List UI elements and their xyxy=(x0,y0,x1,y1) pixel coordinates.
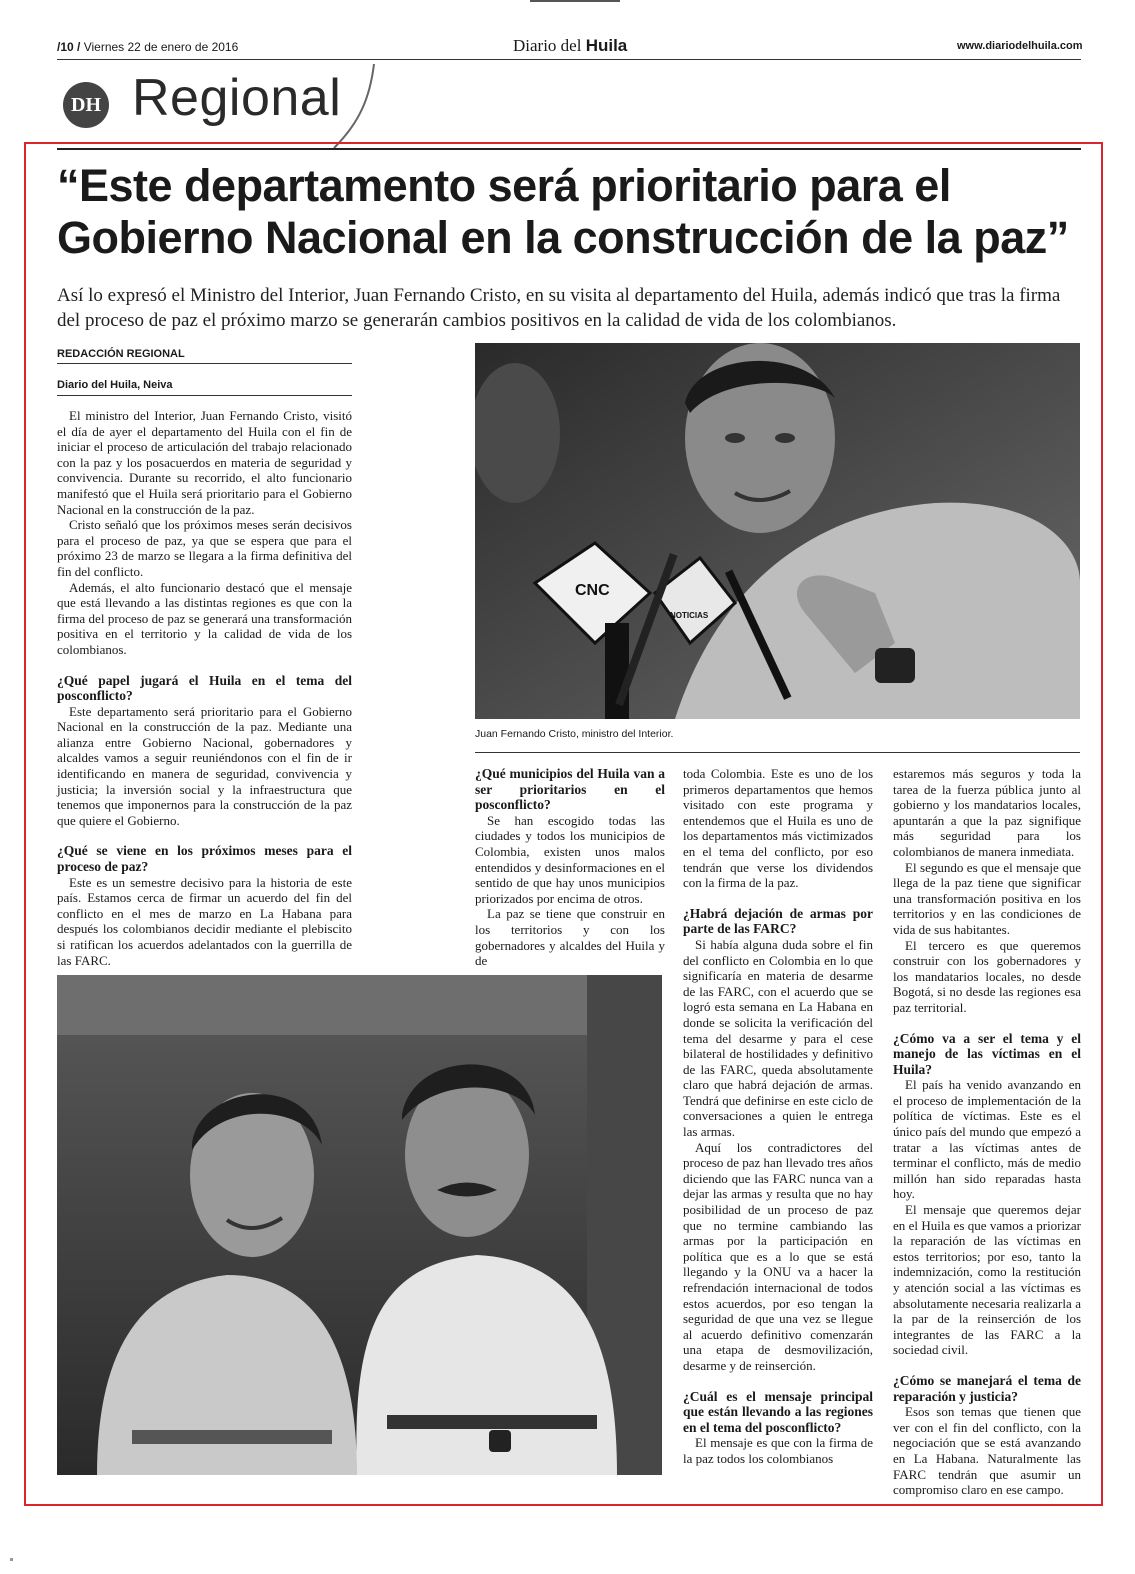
swoosh-decoration xyxy=(330,62,380,152)
question-heading: ¿Qué se viene en los próximos meses para el proceso de paz? xyxy=(57,843,352,875)
page-date xyxy=(57,40,238,54)
paragraph: estaremos más seguros y toda la tarea de la fuerza pública junto al gobierno y los mandatarios locales, apuntarán a que la paz signifique más seguridad para los colombianos de manera inmediata. xyxy=(893,766,1081,859)
header-rule xyxy=(57,59,1081,60)
paragraph: El ministro del Interior, Juan Fernando Cristo, visitó el día de ayer el departamento del Huila con el fin de iniciar el proceso de articulación del trabajo relacionado con la paz y los posacuerdos en materia de seguridad y convivencia. Durante su recorrido, el alto funcionario manifestó que el Huila será prioritario para el Gobierno Nacional en la construcción de la paz. xyxy=(57,408,352,517)
paragraph: Cristo señaló que los próximos meses serán decisivos para el proceso de paz, ya que se espera que para el próximo 23 de marzo se llegara a la firma definitiva del fin del conflicto. xyxy=(57,517,352,579)
paper-name-prefix: Diario del xyxy=(513,36,582,55)
paragraph: El segundo es que el mensaje que llega de la paz tiene que significar una transformación positiva en los territorios y en las condiciones de vida de sus habitantes. xyxy=(893,859,1081,937)
dateline: Diario del Huila, Neiva xyxy=(57,379,173,391)
article-column-1 xyxy=(57,408,352,968)
byline: REDACCIÓN REGIONAL xyxy=(57,348,185,360)
paragraph: Este es un semestre decisivo para la historia de este país. Estamos cerca de firmar un acuerdo del fin del conflicto en el mes de marzo en La Habana para después los colombianos decidir mediante el plebiscito si ratifican los acuerdos adelantados con la guerrilla de las FARC. xyxy=(57,874,352,968)
mic-label-text: NOTICIAS xyxy=(670,611,709,620)
minister-speaking-photo xyxy=(475,343,1080,719)
caption-rule xyxy=(475,752,1080,753)
mic-logo-text: CNC xyxy=(575,582,610,599)
paragraph: El mensaje es que con la firma de la paz todos los colombianos xyxy=(683,1435,873,1466)
page-number: /10 / xyxy=(57,40,81,54)
article-column-3 xyxy=(683,766,873,1467)
paper-name xyxy=(513,36,627,56)
question-heading: ¿Qué municipios del Huila van a ser prioritarios en el posconflicto? xyxy=(475,766,665,813)
paragraph: El país ha venido avanzando en el proceso de implementación de la política de víctimas. Este es el único país del mundo que empezó a tratar a las víctimas antes de terminar el conflicto, más de medio millón han sido reparadas hasta hoy. xyxy=(893,1077,1081,1202)
paragraph: El tercero es que queremos construir con los gobernadores y los mandatarios locales, no desde Bogotá, si no desde las regiones esa paz territorial. xyxy=(893,937,1081,1015)
paragraph: Esos son temas que tienen que ver con el fin del conflicto, con la negociación que se está avanzando en La Habana. Naturalmente las FARC tendrán que asumir un compromiso claro en ese campo. xyxy=(893,1404,1081,1498)
byline-rule xyxy=(57,363,352,364)
paragraph: toda Colombia. Este es uno de los primeros departamentos que hemos visitado con este programa y entendemos que el Huila es uno de los departamentos más victimizados en el tema del conflicto, por eso tendrán que verse los dividendos con la firma de la paz. xyxy=(683,766,873,891)
top-edge-line xyxy=(530,0,620,2)
paper-name-bold: Huila xyxy=(585,36,628,55)
issue-date: Viernes 22 de enero de 2016 xyxy=(83,40,239,54)
paragraph: Se han escogido todas las ciudades y todos los municipios de Colombia, existen unos malos entendidos y desinformaciones en el sentido de que hay unos municipios priorizados por encima de otros. xyxy=(475,812,665,906)
paragraph: Aquí los contradictores del proceso de paz han llevado tres años diciendo que las FARC nunca van a dejar las armas y resulta que no hay posibilidad de un proceso de paz que no termine cambiando las armas por la participación en política que es a lo que se está llegando y la ONU va a hacer la refrendación internacional de todos estos acuerdos, por eso tengan la seguridad de que una vez se llegue al acuerdo definitivo comenzarán una etapa de desmovilización, desarme y de reinserción. xyxy=(683,1139,873,1373)
dateline-rule xyxy=(57,395,352,396)
question-heading: ¿Habrá dejación de armas por parte de las FARC? xyxy=(683,905,873,937)
paragraph: Este departamento será prioritario para el Gobierno Nacional en la construcción de la paz. Mediante una alianza entre Gobierno Nacional, gobernadores y alcaldes vamos a seguir reuniéndonos con el fin de ir identificando en manera de seguridad, convivencia y justicia; la inversión social y la infraestructura que tenemos que imponernos para la construcción de la paz que quiere el Gobierno. xyxy=(57,703,352,828)
dh-logo: DH xyxy=(63,82,109,128)
question-heading: ¿Cómo se manejará el tema de reparación y justicia? xyxy=(893,1372,1081,1404)
website-url: www.diariodelhuila.com xyxy=(957,40,1083,52)
paragraph: El mensaje que queremos dejar en el Huila es que vamos a priorizar la reparación de las víctimas en estos territorios; por eso, tanto la indemnización, como la restitución y atención social a las víctimas es absolutamente necesaria realizarla a la par de la reinserción de los integrantes de las FARC a la sociedad civil. xyxy=(893,1202,1081,1358)
headline: “Este departamento será prioritario para el Gobierno Nacional en la construcción de la paz” xyxy=(57,160,1069,263)
article-dek: Así lo expresó el Ministro del Interior, Juan Fernando Cristo, en su visita al departamento del Huila, además indicó que tras la firma del proceso de paz el próximo marzo se generarán cambios positivos en la calidad de vida de los colombianos. xyxy=(57,285,1061,331)
two-men-photo-illustration xyxy=(57,975,662,1475)
paragraph: Si había alguna duda sobre el fin del conflicto en Colombia en lo que significaría en materia de desarme de las FARC, con el acuerdo que se logró esta semana en La Habana en donde se solicita la verificación del tema del desarme y para el cese bilateral de hostilidades y definitivo de las FARC, queda absolutamente claro que habrá dejación de armas. Tendrá que definirse en este ciclo de conversaciones a quien le entrega las armas. xyxy=(683,936,873,1140)
photo-caption: Juan Fernando Cristo, ministro del Interior. xyxy=(475,728,674,740)
paragraph: La paz se tiene que construir en los territorios y con los gobernadores y alcaldes del Huila y de xyxy=(475,906,665,969)
article-column-4 xyxy=(893,766,1081,1498)
question-heading: ¿Cuál es el mensaje principal que están llevando a las regiones en el tema del posconflicto? xyxy=(683,1388,873,1435)
paragraph: Además, el alto funcionario destacó que el mensaje que está llevando a las distintas regiones es que con la firma del proceso de paz se generará una transformación positiva en el territorio y la calidad de vida de los colombianos. xyxy=(57,579,352,657)
scan-speck xyxy=(10,1558,13,1561)
minister-photo-illustration xyxy=(475,343,1080,719)
question-heading: ¿Qué papel jugará el Huila en el tema del posconflicto? xyxy=(57,672,352,704)
article-column-2 xyxy=(475,766,665,969)
section-title: Regional xyxy=(132,69,342,127)
two-men-photo xyxy=(57,975,662,1475)
question-heading: ¿Cómo va a ser el tema y el manejo de las víctimas en el Huila? xyxy=(893,1030,1081,1077)
